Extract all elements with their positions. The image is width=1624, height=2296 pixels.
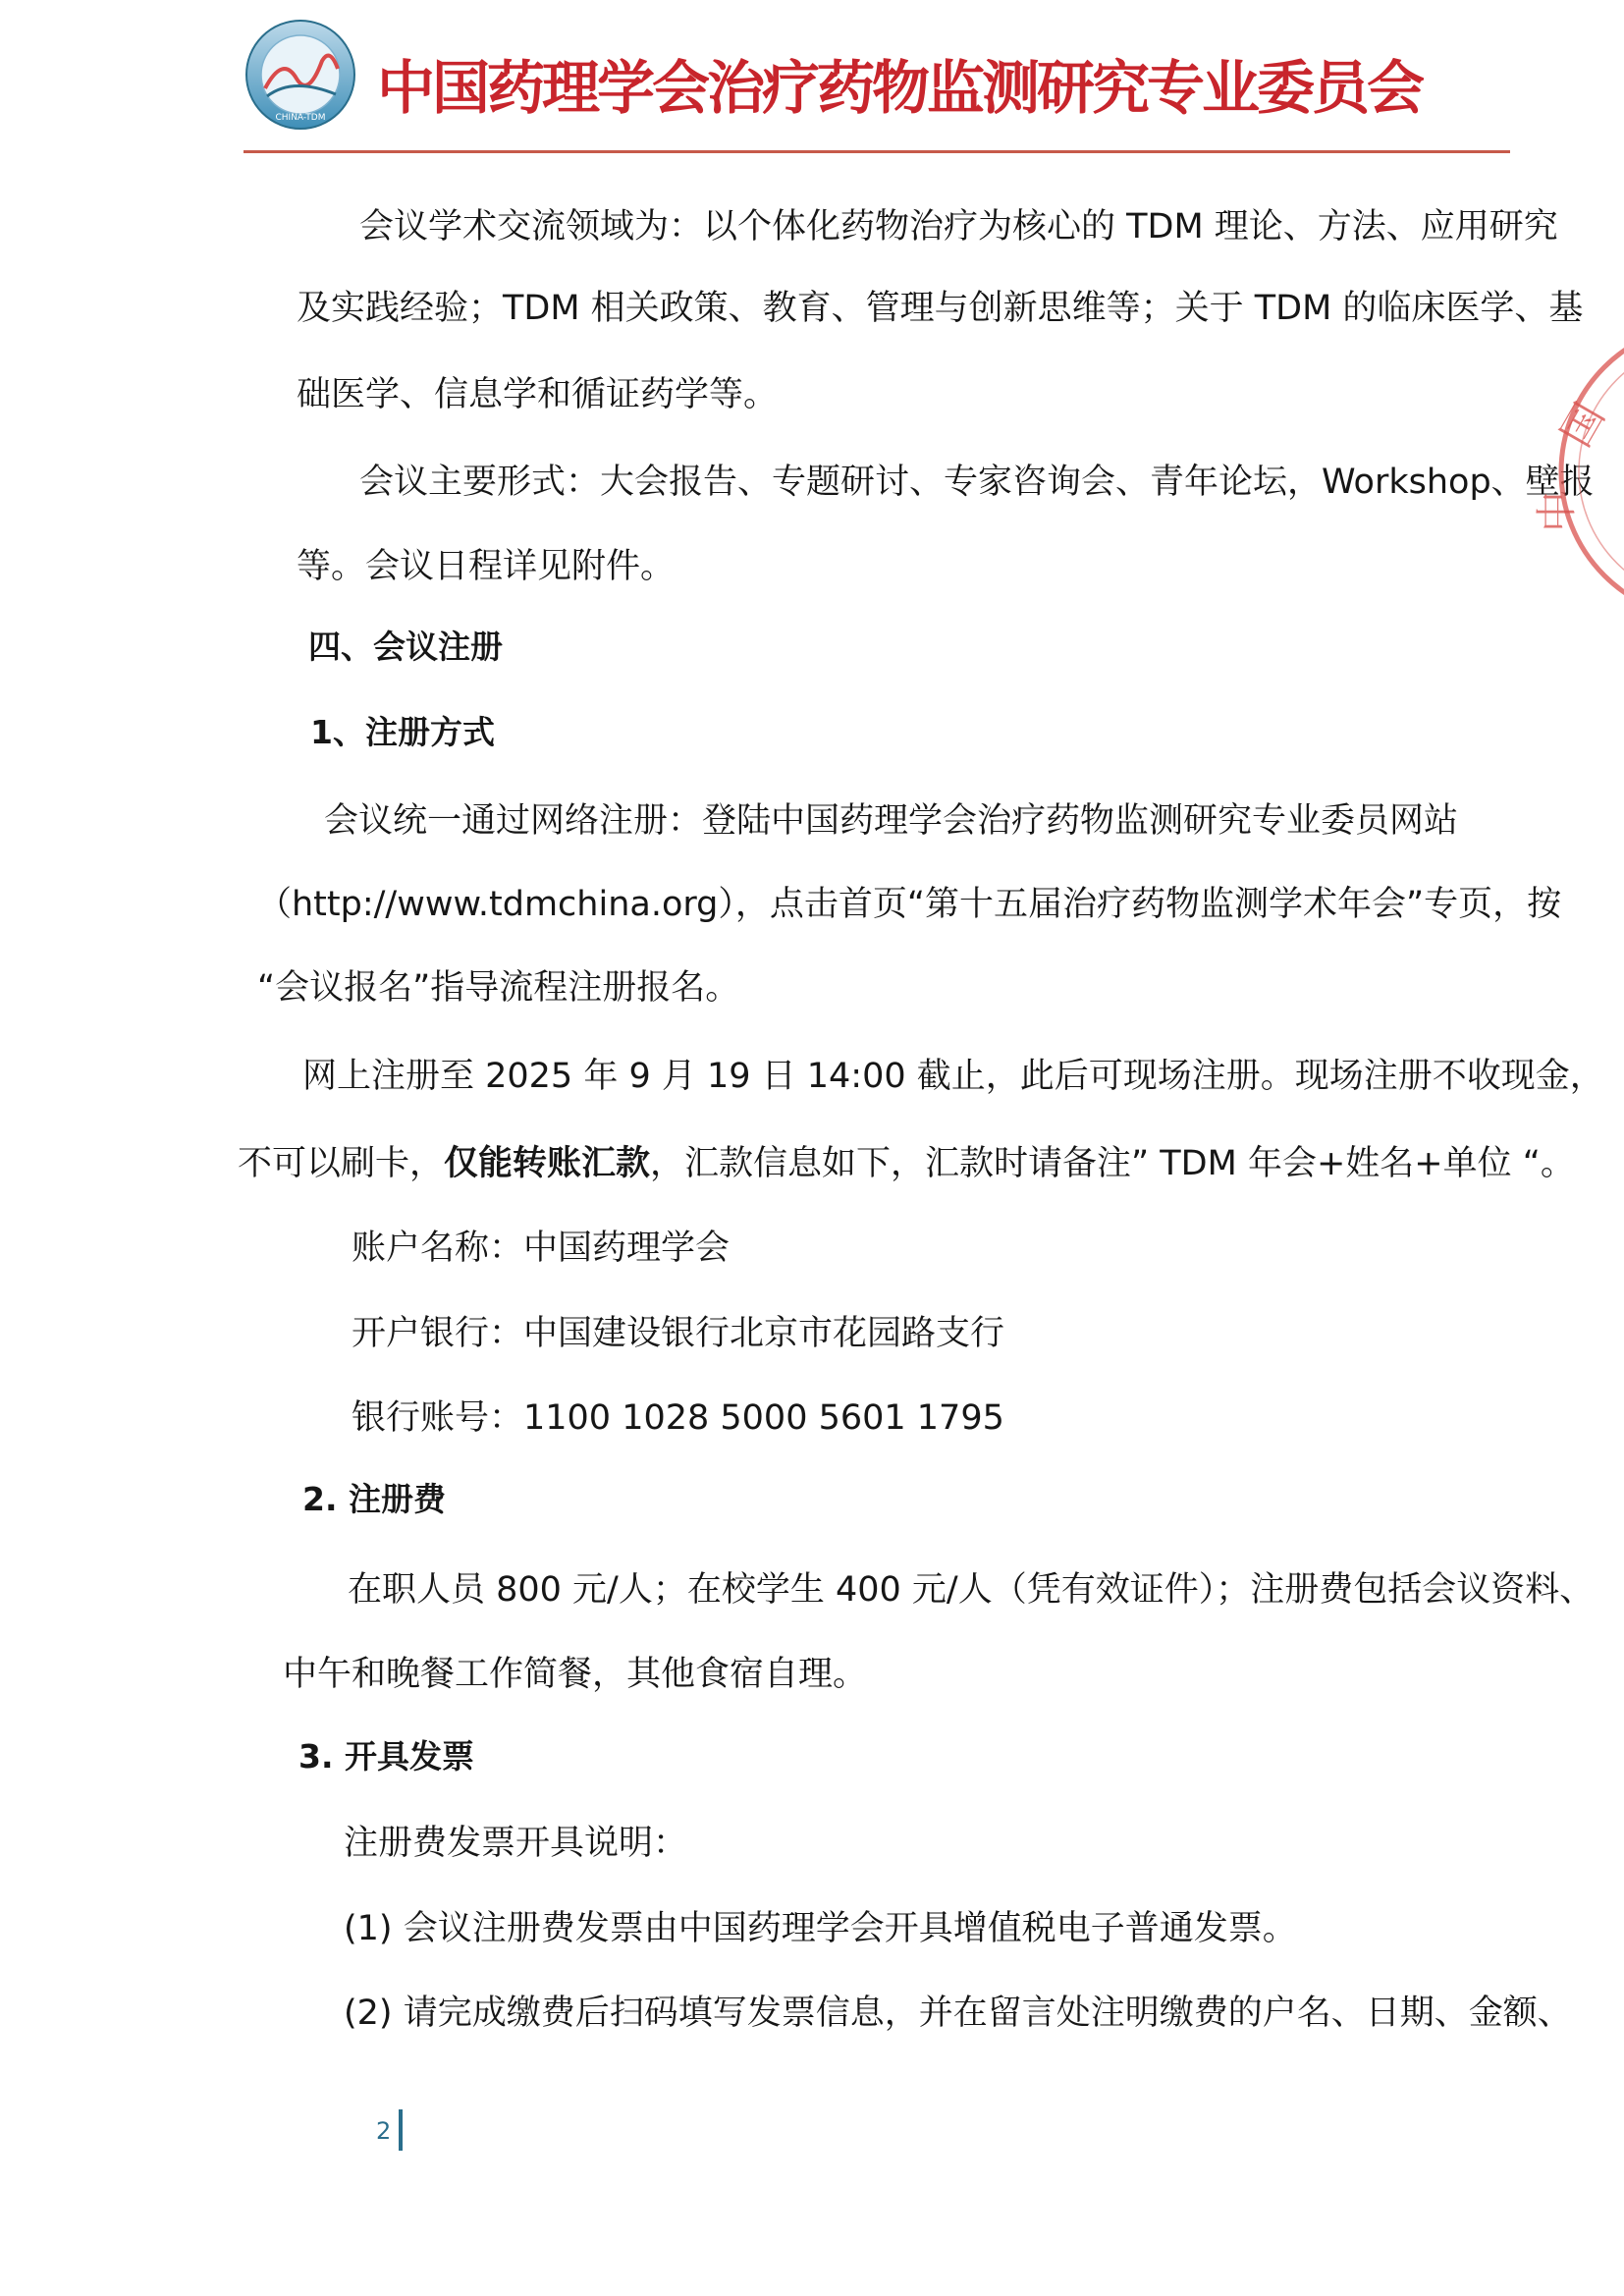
svg-text:中: 中 — [1533, 490, 1581, 532]
invoice-item-1: (1) 会议注册费发票由中国药理学会开具增值税电子普通发票。 — [344, 1909, 1297, 1948]
letterhead — [244, 14, 1510, 151]
paragraph-fee-line1: 在职人员 800 元/人；在校学生 400 元/人（凭有效证件）；注册费包括会议资料、 — [348, 1570, 1595, 1610]
paragraph-deadline-line1: 网上注册至 2025 年 9 月 19 日 14:00 截止，此后可现场注册。现场注册不收现金， — [302, 1057, 1604, 1096]
society-logo — [244, 18, 357, 132]
paragraph-online-registration-line3: “会议报名”指导流程注册报名。 — [257, 968, 740, 1008]
account-name: 账户名称：中国药理学会 — [352, 1229, 731, 1268]
section-heading-registration: 四、会议注册 — [308, 628, 503, 666]
svg-text:CHINA-TDM: CHINA-TDM — [275, 113, 326, 123]
paragraph-meeting-format-line2: 等。会议日程详见附件。 — [297, 547, 676, 586]
paragraph-online-registration-line2: （http://www.tdmchina.org），点击首页“第十五届治疗药物监测学术年会”专页，按 — [257, 885, 1562, 924]
paragraph-fee-line2: 中午和晚餐工作简餐，其他食宿自理。 — [283, 1655, 868, 1694]
official-seal-stamp — [1512, 324, 1624, 648]
page-number: 2 — [376, 2117, 392, 2145]
account-number: 银行账号：1100 1028 5000 5601 1795 — [352, 1398, 1004, 1438]
subheading-registration-fee: 2. 注册费 — [302, 1480, 446, 1518]
subheading-registration-method: 1、注册方式 — [310, 713, 495, 751]
svg-text:国: 国 — [1551, 395, 1614, 455]
paragraph-academic-fields-line1: 会议学术交流领域为：以个体化药物治疗为核心的 TDM 理论、方法、应用研究 — [359, 207, 1558, 246]
paragraph-academic-fields-line3: 础医学、信息学和循证药学等。 — [297, 375, 779, 414]
organization-title: 中国药理学会治疗药物监测研究专业委员会 — [377, 54, 1423, 122]
paragraph-academic-fields-line2: 及实践经验；TDM 相关政策、教育、管理与创新思维等；关于 TDM 的临床医学、基 — [297, 289, 1584, 328]
bank-name: 开户银行：中国建设银行北京市花园路支行 — [352, 1314, 1005, 1353]
invoice-item-2: (2) 请完成缴费后扫码填写发票信息，并在留言处注明缴费的户名、日期、金额、 — [344, 1994, 1572, 2033]
paragraph-invoice-intro: 注册费发票开具说明： — [344, 1824, 688, 1863]
transfer-only-emphasis: 仅能转账汇款 — [444, 1144, 651, 1183]
paragraph-online-registration-line1: 会议统一通过网络注册：登陆中国药理学会治疗药物监测研究专业委员网站 — [324, 801, 1459, 841]
subheading-invoice: 3. 开具发票 — [298, 1737, 474, 1776]
header-divider — [244, 150, 1510, 153]
paragraph-deadline-line2: 不可以刷卡，仅能转账汇款，汇款信息如下，汇款时请备注” TDM 年会+姓名+单位 “。 — [238, 1144, 1575, 1183]
page-number-bar — [399, 2109, 403, 2151]
paragraph-meeting-format-line1: 会议主要形式：大会报告、专题研讨、专家咨询会、青年论坛，Workshop、壁报 — [359, 463, 1595, 502]
